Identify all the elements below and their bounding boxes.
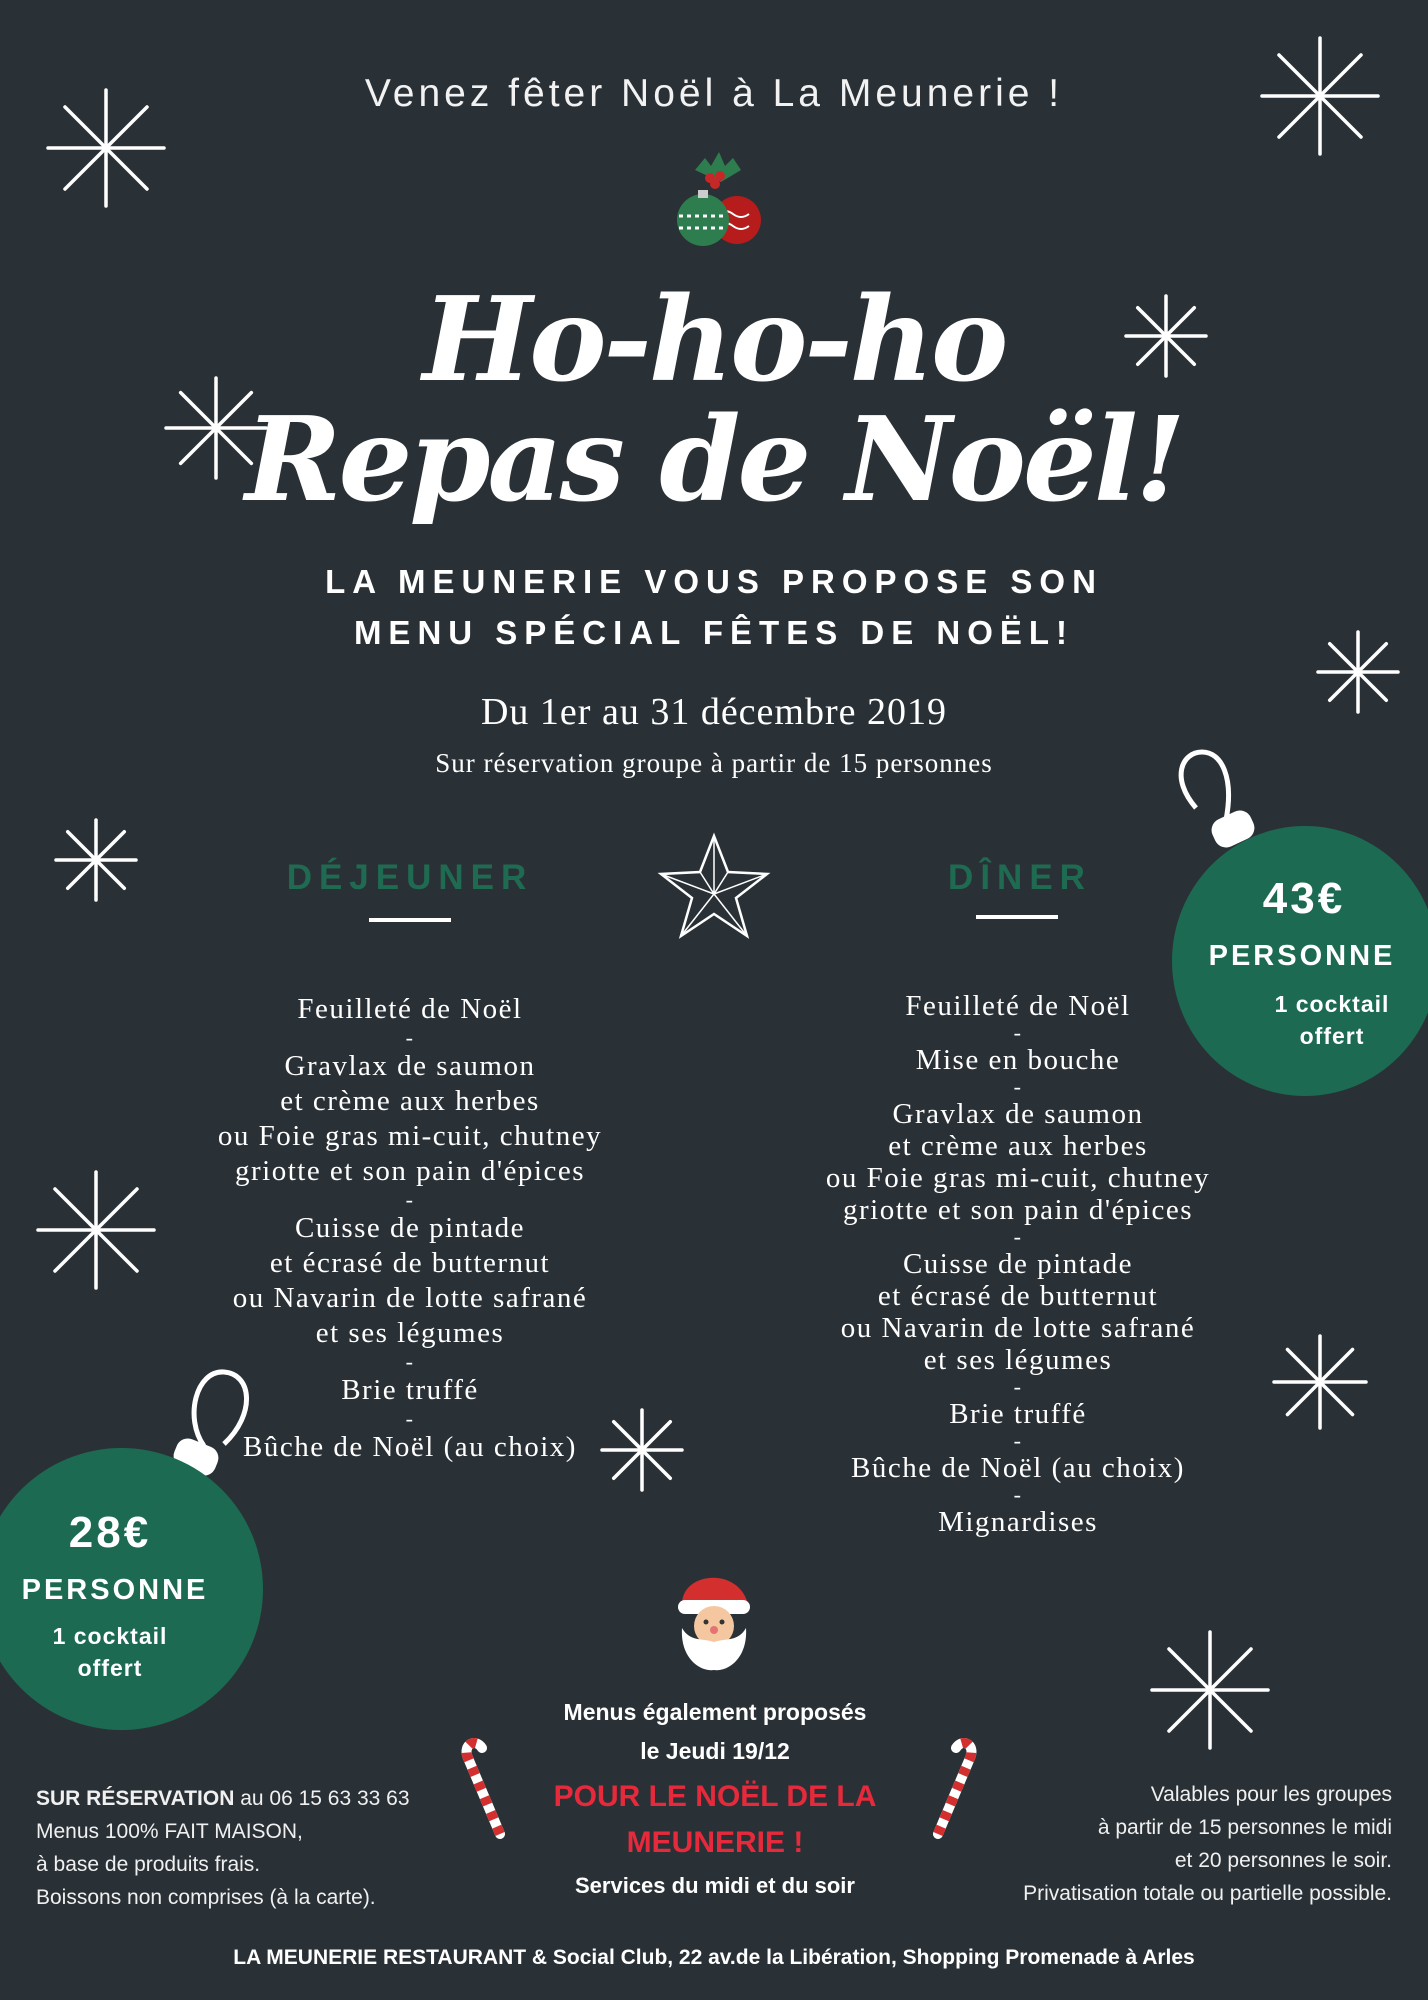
lunch-price-note-line: 1 cocktail: [52, 1623, 168, 1649]
lunch-price: 28€: [68, 1508, 152, 1557]
dinner-heading-rule: [976, 915, 1058, 919]
lunch-separator: -: [405, 1187, 415, 1212]
extra-date-line: le Jeudi 19/12: [640, 1738, 790, 1764]
star-icon: [655, 832, 773, 942]
dinner-item: Brie truffé: [949, 1398, 1087, 1430]
lunch-separator: -: [405, 1025, 415, 1050]
date-range: Du 1er au 31 décembre 2019: [480, 691, 947, 733]
lunch-price-note-line: offert: [77, 1655, 143, 1681]
dinner-item: ou Foie gras mi-cuit, chutney: [825, 1162, 1211, 1194]
extra-date-line: Menus également proposés: [563, 1699, 867, 1725]
callout-line: MEUNERIE !: [626, 1826, 804, 1859]
subtitle-line-1: LA MEUNERIE VOUS PROPOSE SON: [325, 563, 1103, 600]
title-line-1: Ho-ho-ho: [422, 272, 1006, 408]
dinner-item: Feuilleté de Noël: [905, 990, 1131, 1022]
dinner-price: 43€: [1262, 874, 1346, 923]
dinner-price-unit: PERSONNE: [1208, 940, 1396, 972]
title-line-2: Repas de Noël!: [245, 392, 1183, 528]
dinner-item: et crème aux herbes: [888, 1130, 1148, 1162]
dinner-item: et ses légumes: [923, 1344, 1113, 1376]
lunch-item: Cuisse de pintade: [294, 1212, 526, 1244]
lunch-item: et ses légumes: [315, 1317, 505, 1349]
condition-line: et 20 personnes le soir.: [1174, 1849, 1392, 1872]
condition-line: à partir de 15 personnes le midi: [1097, 1816, 1392, 1839]
dinner-item: griotte et son pain d'épices: [842, 1194, 1194, 1226]
lunch-price-note: [10, 1620, 210, 1684]
services-note: Services du midi et du soir: [575, 1873, 855, 1898]
reservation-label: SUR RÉSERVATION: [36, 1787, 235, 1810]
dinner-separator: -: [1013, 1482, 1023, 1507]
dinner-separator: -: [1013, 1020, 1023, 1045]
callout-line: POUR LE NOËL DE LA: [553, 1780, 877, 1813]
reservation-phone: au 06 15 63 33 63: [234, 1787, 410, 1810]
tagline: Venez fêter Noël à La Meunerie !: [364, 72, 1064, 115]
dinner-price-badge: [1172, 826, 1428, 1096]
dinner-price-note-line: 1 cocktail: [1274, 991, 1390, 1017]
extra-date-note: [500, 1693, 930, 1771]
condition-line: Valables pour les groupes: [1150, 1783, 1392, 1806]
lunch-heading: DÉJEUNER: [286, 858, 534, 897]
santa-icon: [668, 1562, 760, 1674]
lunch-item: Gravlax de saumon: [284, 1050, 536, 1082]
lunch-item: Brie truffé: [341, 1374, 479, 1406]
lunch-price-unit: PERSONNE: [21, 1574, 209, 1606]
lunch-separator: -: [405, 1349, 415, 1374]
dinner-separator: -: [1013, 1224, 1023, 1249]
dinner-item: Gravlax de saumon: [892, 1098, 1144, 1130]
snowflake-icon: [1152, 1632, 1268, 1748]
candy-cane-icon: [920, 1736, 988, 1840]
lunch-item: ou Foie gras mi-cuit, chutney: [217, 1120, 603, 1152]
lunch-item: ou Navarin de lotte safrané: [232, 1282, 588, 1314]
lunch-item: Bûche de Noël (au choix): [243, 1431, 577, 1463]
dinner-price-note: [1232, 988, 1428, 1052]
dinner-item: Cuisse de pintade: [902, 1248, 1134, 1280]
dinner-separator: -: [1013, 1374, 1023, 1399]
noel-meunerie-callout: [500, 1774, 930, 1866]
snowflake-icon: [56, 820, 136, 900]
lunch-separator: -: [405, 1406, 415, 1431]
condition-line: Privatisation totale ou partielle possible.: [1023, 1882, 1392, 1905]
restaurant-address: LA MEUNERIE RESTAURANT & Social Club, 22 av.de la Libération, Shopping Promenade à Arles: [233, 1946, 1195, 1969]
subtitle-line-2: MENU SPÉCIAL FÊTES DE NOËL!: [353, 614, 1075, 651]
info-line: à base de produits frais.: [36, 1853, 261, 1876]
info-line: Boissons non comprises (à la carte).: [36, 1886, 376, 1909]
group-conditions: [1023, 1778, 1392, 1910]
dinner-separator: -: [1013, 1428, 1023, 1453]
dinner-price-note-line: offert: [1299, 1023, 1365, 1049]
dinner-separator: -: [1013, 1074, 1023, 1099]
info-line: Menus 100% FAIT MAISON,: [36, 1820, 303, 1843]
dinner-item: ou Navarin de lotte safrané: [840, 1312, 1196, 1344]
dinner-heading: DÎNER: [948, 858, 1092, 897]
lunch-item: griotte et son pain d'épices: [234, 1155, 586, 1187]
snowflake-icon: [38, 1172, 154, 1288]
dinner-item: Mignardises: [938, 1506, 1098, 1538]
christmas-ornament-icon: [665, 142, 765, 260]
lunch-item: et crème aux herbes: [280, 1085, 540, 1117]
dinner-item: et écrasé de butternut: [877, 1280, 1159, 1312]
dinner-menu: [768, 990, 1268, 1538]
group-note: Sur réservation groupe à partir de 15 personnes: [435, 748, 993, 778]
reservation-info: [36, 1782, 410, 1914]
dinner-item: Bûche de Noël (au choix): [851, 1452, 1185, 1484]
lunch-item: Feuilleté de Noël: [297, 993, 523, 1025]
lunch-item: et écrasé de butternut: [269, 1247, 551, 1279]
snowflake-icon: [1274, 1336, 1366, 1428]
lunch-heading-rule: [369, 918, 451, 922]
dinner-item: Mise en bouche: [915, 1044, 1121, 1076]
